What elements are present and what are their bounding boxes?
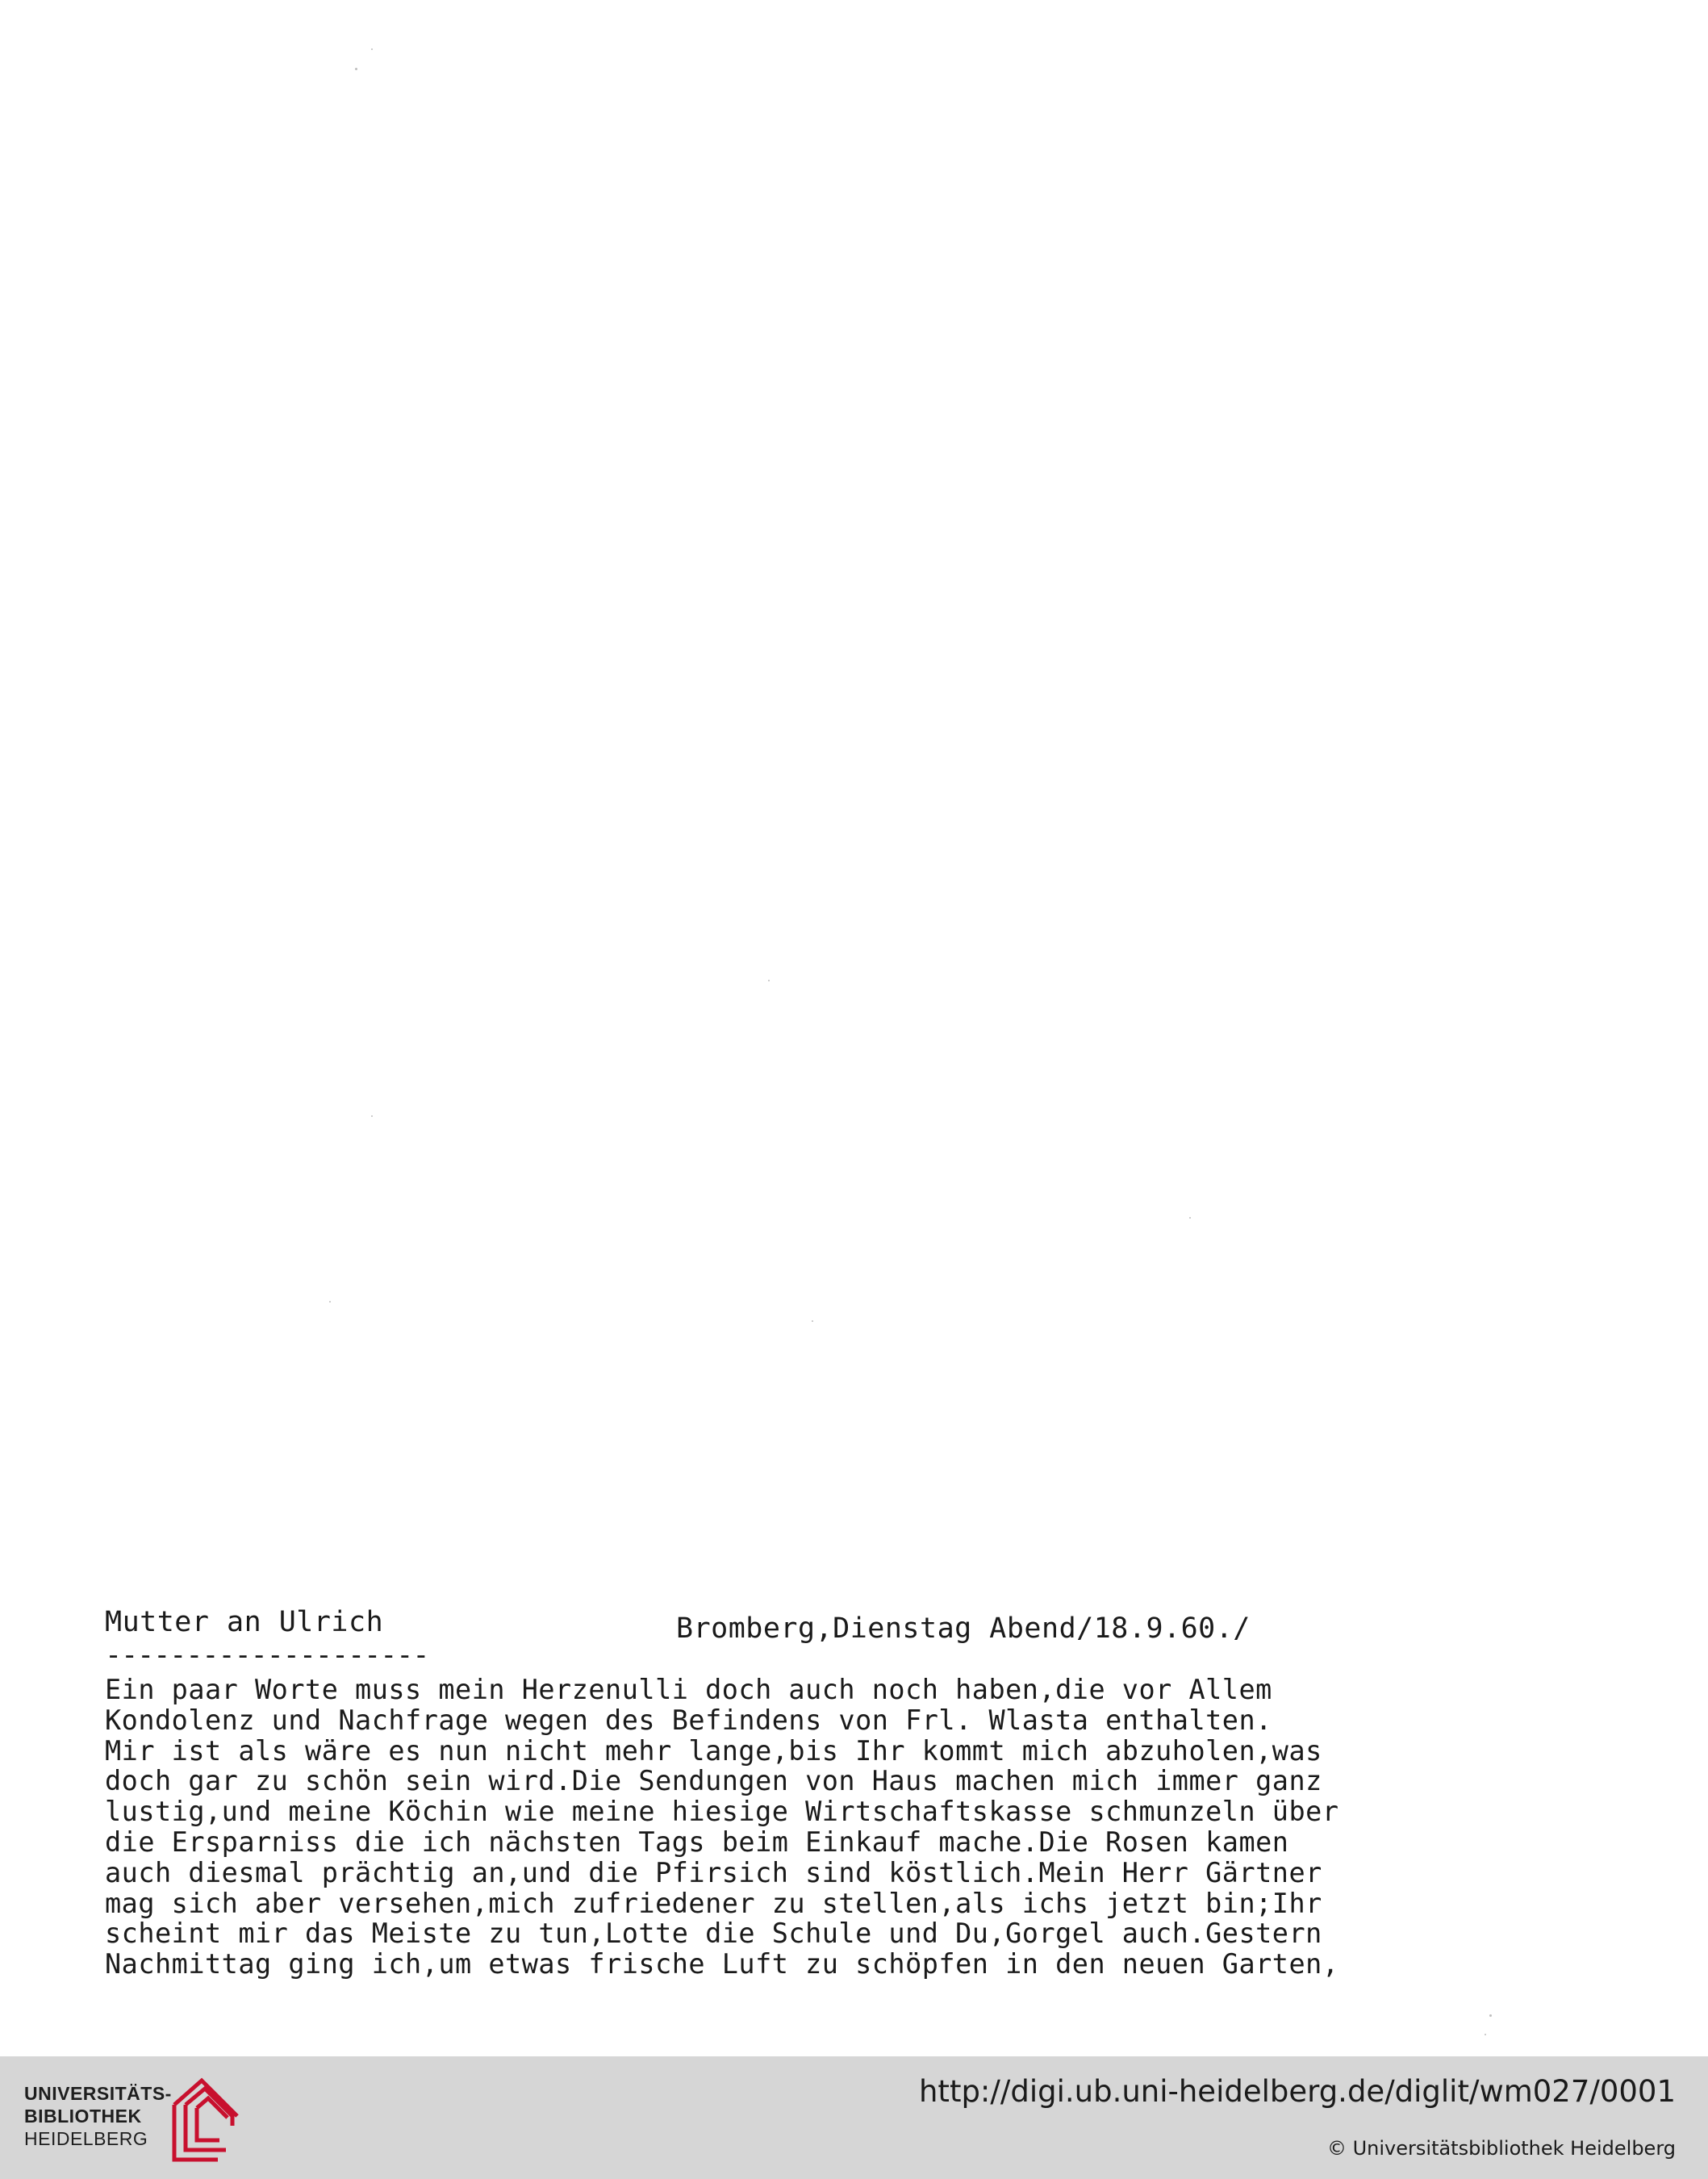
scan-speck bbox=[768, 980, 770, 981]
letter-line: die Ersparniss die ich nächsten Tags beim Einkauf mache.Die Rosen kamen bbox=[105, 1826, 1289, 1858]
library-logo-icon bbox=[169, 2072, 240, 2163]
copyright-notice: © Universitätsbibliothek Heidelberg bbox=[1326, 2137, 1676, 2160]
scan-speck bbox=[355, 68, 357, 70]
letter-line: Ein paar Worte muss mein Herzenulli doch auch noch haben,die vor Allem bbox=[105, 1674, 1272, 1705]
source-url-link[interactable]: http://digi.ub.uni-heidelberg.de/diglit/wm027/0001 bbox=[918, 2074, 1676, 2109]
footer-bar bbox=[0, 2056, 1708, 2179]
letter-line: doch gar zu schön sein wird.Die Sendungen von Haus machen mich immer ganz bbox=[105, 1765, 1322, 1797]
letter-line: Nachmittag ging ich,um etwas frische Luft zu schöpfen in den neuen Garten, bbox=[105, 1948, 1339, 1980]
logo-line-heidelberg: HEIDELBERG bbox=[24, 2128, 148, 2149]
scan-speck bbox=[371, 1115, 373, 1117]
scan-speck bbox=[371, 48, 373, 50]
letter-line: Mir ist als wäre es nun nicht mehr lange,bis Ihr kommt mich abzuholen,was bbox=[105, 1734, 1322, 1767]
letter-heading-recipient: Mutter an Ulrich bbox=[105, 1606, 384, 1638]
letter-line: auch diesmal prächtig an,und die Pfirsich sind köstlich.Mein Herr Gärtner bbox=[105, 1856, 1322, 1888]
letter-line: lustig,und meine Köchin wie meine hiesige Wirtschaftskasse schmunzeln über bbox=[105, 1796, 1339, 1828]
logo-line-bibliothek: BIBLIOTHEK bbox=[24, 2106, 142, 2127]
letter-heading-place-date: Bromberg,Dienstag Abend/18.9.60./ bbox=[676, 1612, 1251, 1645]
letter-line: mag sich aber versehen,mich zufriedener zu stellen,als ichs jetzt bin;Ihr bbox=[105, 1887, 1322, 1919]
scan-speck bbox=[329, 1301, 331, 1303]
library-logo-text bbox=[24, 2082, 172, 2150]
letter-line: Kondolenz und Nachfrage wegen des Befindens von Frl. Wlasta enthalten. bbox=[105, 1704, 1272, 1736]
logo-line-universitaets: UNIVERSITÄTS- bbox=[24, 2083, 172, 2104]
scan-speck bbox=[1189, 1217, 1191, 1219]
scan-speck bbox=[812, 1320, 813, 1322]
letter-body bbox=[105, 1675, 1525, 1980]
scan-speck bbox=[1489, 2014, 1492, 2017]
letter-heading-underline: -------------------- bbox=[105, 1639, 429, 1671]
scan-speck bbox=[1485, 2034, 1486, 2035]
letter-line: scheint mir das Meiste zu tun,Lotte die Schule und Du,Gorgel auch.Gestern bbox=[105, 1918, 1322, 1950]
